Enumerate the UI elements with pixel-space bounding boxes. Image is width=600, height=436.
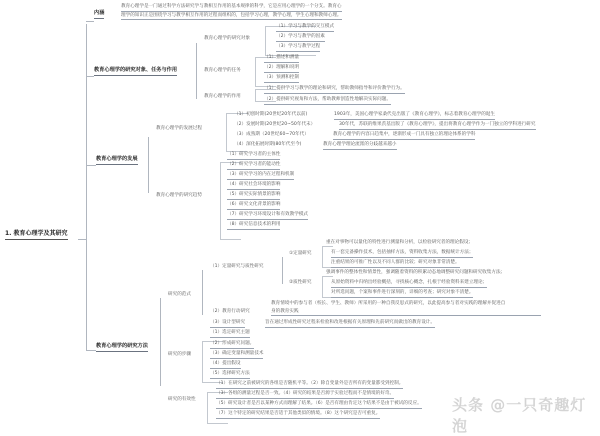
- root-connector: [86, 24, 87, 350]
- node-steps: 研究的步骤: [168, 352, 191, 357]
- root-node: 1. 教育心理学及其研究: [5, 231, 68, 240]
- history-desc: 教育心理学的内容日趋集中，逐渐形成一门具有独立的理论体系的学科: [333, 132, 475, 140]
- role-item: （2）提供研究视角和方法，帮助教师创造性地解决实际问题。: [264, 97, 391, 105]
- step-item: （5）选择研究方法: [210, 371, 250, 379]
- quant-item: 有一套完备操作技术，包括抽样方法，资料收集方法，数据统计方法；: [331, 250, 473, 258]
- trend-item: （1）研究学习者的主体性: [227, 152, 280, 160]
- branch-object-task-role: 教育心理学的研究对象、任务与作用: [94, 67, 177, 76]
- role-item: （1）提供学习与教学的理论和研究，帮助教师指导和评价教学行为。: [264, 86, 405, 94]
- connector: [86, 350, 96, 351]
- history-stage: （1）初创时期(20世纪20年代以前): [234, 112, 308, 117]
- object-item: （1）学习与教学的交互模式: [276, 24, 334, 32]
- trend-item: （6）研究文化背景的影响: [227, 202, 280, 210]
- connector: [86, 76, 94, 77]
- action-text-2: 身的教育实践: [271, 309, 541, 316]
- branch-connotation: 内涵: [94, 10, 104, 19]
- node-paradigm: 研究的范式: [168, 292, 191, 297]
- node-research-object: 教育心理学的研究对象: [204, 36, 250, 41]
- trend-item: （8）研究信息技术的利用: [227, 222, 280, 230]
- node-trends: 教育心理学的研究趋势: [156, 193, 202, 198]
- history-stage: （3）成熟期（20世纪60~70年代）: [234, 132, 309, 137]
- watermark: 头条 @一只奇趣灯泡: [452, 396, 587, 435]
- step-item: （1）选定研究主题: [210, 330, 250, 338]
- qual-item: 从原始资料中归纳出经验概括，寻找核心概念，扎根于经验资料来建立理论；: [331, 280, 487, 288]
- trend-item: （7）研究学习环境设计和有效教学模式: [227, 212, 308, 220]
- step-item: （4）提出假设: [210, 361, 241, 369]
- node-qual: ②质性研究: [289, 280, 312, 285]
- quant-item: 注重结果的可推广性以及不同人群的比较；研究对象非常清楚。: [331, 260, 460, 268]
- qual-item: 对所选问题，个案和事件进行深刻的，详细的考查；研究对象不清楚。: [331, 290, 473, 298]
- design-text: 旨在通过形成性研究过程来检验和改进根据有关原理和先前研究而做出的教育设计。: [265, 320, 435, 328]
- history-desc: 30年代，苏联的维果茨基出版了《教育心理学》，提出将教育心理学作为一门独立的学科进行研究: [339, 122, 536, 130]
- connector: [282, 257, 283, 284]
- node-task: 教育心理学的任务: [204, 68, 241, 73]
- trend-item: （2）研究学习者的能动性: [227, 162, 280, 170]
- connector: [202, 270, 203, 315]
- node-action-research: （2）教育行动研究: [210, 309, 250, 314]
- node-role: 教育心理学的作用: [204, 94, 241, 99]
- connector: [86, 165, 96, 166]
- task-item: （2）理解和说明: [264, 65, 299, 73]
- step-item: （2）形成研究问题。: [210, 341, 254, 349]
- validity-item: （1）在研究之前被研究的各组是否随机平等。（2）除自变量外是否所有的变量都受到控制。: [216, 381, 403, 389]
- connector: [148, 137, 149, 193]
- history-desc: 教育心理学理论流派的分歧越来越小: [323, 142, 397, 150]
- action-text-1: 教育情境中的参与者（校长、学生、教师）所采用的一种自我反思式的研究，以此提高参与者对实践的理解并促进自: [271, 301, 506, 306]
- node-history: 教育心理学的发展过程: [156, 126, 202, 131]
- validity-item: （7）这个特定的研究结果是否适于其他类似的情境。（8）这个研究是否可重复。: [216, 411, 380, 419]
- node-validity: 研究的有效性: [168, 397, 196, 402]
- node-design-research: （3）设计型研究: [210, 320, 245, 328]
- qual-item: 强调事件的整体性和情景性，强调随着资料的积累动态地调整研究问题和研究收集方法；: [326, 270, 506, 275]
- history-stage: （2）发展时期(20世纪20~50年代末）: [234, 122, 316, 127]
- validity-item: （3）各组的测量过程是否一致。（4）研究的结果是否源于实验过程而不是情境的好奇。: [216, 391, 394, 399]
- quant-item: 重在对事物可以量化的特性进行测量和分析，以检验研究者的理论假设；: [326, 240, 474, 245]
- branch-methods: 教育心理学的研究方法: [96, 343, 148, 352]
- trend-item: （5）研究实际情景的影响: [227, 192, 280, 200]
- connotation-text-1: 教育心理学是一门通过科学方法研究学与教相互作用的基本规律的科学，它是应用心理学的一个分支。教育心: [121, 4, 342, 12]
- connector: [196, 43, 197, 99]
- task-item: （3）预测和控制: [264, 75, 299, 83]
- connector: [86, 21, 94, 22]
- step-item: （3）确定变量和测量技术: [210, 351, 263, 359]
- connector: [160, 298, 161, 386]
- trend-item: （3）研究学习的内在过程和机制: [227, 172, 294, 180]
- trend-item: （4）研究社会环境的影响: [227, 182, 280, 190]
- history-stage: （4）深化拓展时期(80年代至今): [234, 142, 302, 147]
- history-desc: 1903年，美国心理学家桑代克出版了《教育心理学》，标志着教育心理学的诞生: [334, 112, 495, 120]
- node-quant: ①定量研究: [289, 251, 312, 256]
- task-item: （1）描述和测量: [264, 55, 299, 63]
- connotation-text-2: 理学的知识正是围绕学习与教学相互作用的过程而组织的，包括学习心理，教学心理，学生心理和教师心理。: [121, 13, 342, 18]
- root-stub: [78, 239, 86, 240]
- object-item: （2）学习与教学的因素: [276, 34, 325, 42]
- node-quant-qual: （1）定量研究与质性研究: [210, 264, 264, 269]
- validity-item: （5）研究设计者是否以某种方式而理解了结果。（6）是否有理由肯定这个结果不是由于被试的反应。: [216, 401, 422, 409]
- branch-development: 教育心理学的发展: [96, 156, 138, 165]
- object-item: （3）学习与教学过程: [276, 44, 320, 52]
